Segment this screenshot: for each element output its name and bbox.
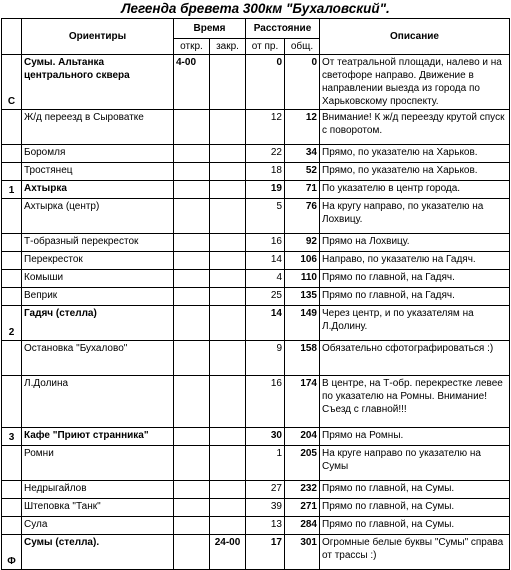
open-time: [174, 306, 210, 341]
distance-total: 76: [285, 199, 320, 234]
distance-total: 135: [285, 288, 320, 306]
landmark-name: Остановка "Бухалово": [22, 341, 174, 376]
header-landmarks: Ориентиры: [22, 19, 174, 55]
route-row: [2, 428, 510, 446]
close-time: [210, 517, 246, 535]
route-row: [2, 341, 510, 376]
checkpoint-marker: [2, 341, 22, 376]
close-time: [210, 252, 246, 270]
route-description: Огромные белые буквы "Сумы" справа от трассы :): [320, 535, 510, 570]
checkpoint-marker: [2, 446, 22, 481]
distance-total: 204: [285, 428, 320, 446]
route-row: [2, 376, 510, 428]
route-row: [2, 517, 510, 535]
close-time: 24-00: [210, 535, 246, 570]
close-time: [210, 288, 246, 306]
distance-from-prev: 16: [246, 376, 285, 428]
distance-from-prev: 17: [246, 535, 285, 570]
header-close: закр.: [210, 39, 246, 55]
open-time: [174, 481, 210, 499]
distance-from-prev: 14: [246, 306, 285, 341]
close-time: [210, 341, 246, 376]
route-row: [2, 306, 510, 341]
open-time: 4-00: [174, 55, 210, 110]
landmark-name: Сумы. Альтанка центрального сквера: [22, 55, 174, 110]
checkpoint-marker: [2, 234, 22, 252]
route-row: [2, 288, 510, 306]
page-title: Легенда бревета 300км "Бухаловский".: [121, 1, 390, 16]
route-description: Обязательно сфотографироваться :): [320, 341, 510, 376]
landmark-name: Комыши: [22, 270, 174, 288]
route-description: На круге направо по указателю на Сумы: [320, 446, 510, 481]
route-description: Прямо на Ромны.: [320, 428, 510, 446]
landmark-name: Гадяч (стелла): [22, 306, 174, 341]
header-from-prev: от пр.: [246, 39, 285, 55]
header-total: общ.: [285, 39, 320, 55]
landmark-name: Перекресток: [22, 252, 174, 270]
header-cp-cell: [2, 19, 22, 55]
distance-total: 149: [285, 306, 320, 341]
distance-total: 271: [285, 499, 320, 517]
close-time: [210, 145, 246, 163]
open-time: [174, 341, 210, 376]
header-description: Описание: [320, 19, 510, 55]
close-time: [210, 306, 246, 341]
distance-total: 301: [285, 535, 320, 570]
landmark-name: Боромля: [22, 145, 174, 163]
close-time: [210, 55, 246, 110]
route-description: Через центр, и по указателям на Л.Долину.: [320, 306, 510, 341]
route-row: [2, 481, 510, 499]
landmark-name: Л.Долина: [22, 376, 174, 428]
open-time: [174, 199, 210, 234]
header-distance: Расстояние: [246, 19, 320, 39]
landmark-name: Сула: [22, 517, 174, 535]
route-row: [2, 199, 510, 234]
checkpoint-marker: 2: [2, 306, 22, 341]
checkpoint-marker: 1: [2, 181, 22, 199]
distance-from-prev: 18: [246, 163, 285, 181]
distance-from-prev: 9: [246, 341, 285, 376]
distance-from-prev: 14: [246, 252, 285, 270]
landmark-name: Ахтырка: [22, 181, 174, 199]
open-time: [174, 163, 210, 181]
header-open: откр.: [174, 39, 210, 55]
distance-total: 71: [285, 181, 320, 199]
close-time: [210, 376, 246, 428]
route-description: Направо, по указателю на Гадяч.: [320, 252, 510, 270]
open-time: [174, 145, 210, 163]
distance-from-prev: 39: [246, 499, 285, 517]
close-time: [210, 163, 246, 181]
close-time: [210, 110, 246, 145]
landmark-name: Ахтырка (центр): [22, 199, 174, 234]
close-time: [210, 199, 246, 234]
close-time: [210, 234, 246, 252]
distance-total: 205: [285, 446, 320, 481]
distance-from-prev: 19: [246, 181, 285, 199]
route-row: [2, 270, 510, 288]
open-time: [174, 288, 210, 306]
route-row: [2, 499, 510, 517]
checkpoint-marker: [2, 163, 22, 181]
checkpoint-marker: [2, 145, 22, 163]
checkpoint-marker: [2, 376, 22, 428]
close-time: [210, 481, 246, 499]
route-description: Прямо по главной, на Сумы.: [320, 499, 510, 517]
checkpoint-marker: [2, 517, 22, 535]
route-description: В центре, на Т-обр. перекрестке левее по указателю на Ромны. Внимание! Съезд с главной!!!: [320, 376, 510, 428]
route-row: [2, 145, 510, 163]
checkpoint-marker: [2, 481, 22, 499]
distance-from-prev: 13: [246, 517, 285, 535]
distance-from-prev: 22: [246, 145, 285, 163]
close-time: [210, 428, 246, 446]
distance-total: 174: [285, 376, 320, 428]
route-row: [2, 446, 510, 481]
distance-from-prev: 30: [246, 428, 285, 446]
checkpoint-marker: [2, 270, 22, 288]
landmark-name: Сумы (стелла).: [22, 535, 174, 570]
route-description: Прямо, по указателю на Харьков.: [320, 145, 510, 163]
open-time: [174, 517, 210, 535]
distance-from-prev: 27: [246, 481, 285, 499]
distance-total: 232: [285, 481, 320, 499]
landmark-name: Тростянец: [22, 163, 174, 181]
open-time: [174, 446, 210, 481]
landmark-name: Т-образный перекресток: [22, 234, 174, 252]
distance-from-prev: 1: [246, 446, 285, 481]
landmark-name: Ромни: [22, 446, 174, 481]
distance-from-prev: 5: [246, 199, 285, 234]
route-description: По указателю в центр города.: [320, 181, 510, 199]
route-row: [2, 163, 510, 181]
landmark-name: Кафе "Приют странника": [22, 428, 174, 446]
distance-total: 12: [285, 110, 320, 145]
landmark-name: Ж/д переезд в Сыроватке: [22, 110, 174, 145]
header-time: Время: [174, 19, 246, 39]
distance-total: 92: [285, 234, 320, 252]
route-description: Прямо по главной, на Гадяч.: [320, 288, 510, 306]
checkpoint-marker: 3: [2, 428, 22, 446]
distance-from-prev: 0: [246, 55, 285, 110]
close-time: [210, 446, 246, 481]
route-legend-table: [1, 18, 510, 570]
route-description: На кругу направо, по указателю на Лохвицу.: [320, 199, 510, 234]
route-row: [2, 181, 510, 199]
close-time: [210, 270, 246, 288]
distance-total: 158: [285, 341, 320, 376]
distance-total: 106: [285, 252, 320, 270]
route-description: Прямо по главной, на Сумы.: [320, 481, 510, 499]
header-row: [2, 19, 510, 39]
route-row: [2, 252, 510, 270]
open-time: [174, 110, 210, 145]
route-description: Внимание! К ж/д переезду крутой спуск с поворотом.: [320, 110, 510, 145]
checkpoint-marker: Ф: [2, 535, 22, 570]
route-row: [2, 535, 510, 570]
distance-from-prev: 4: [246, 270, 285, 288]
open-time: [174, 270, 210, 288]
open-time: [174, 376, 210, 428]
route-row: [2, 110, 510, 145]
close-time: [210, 181, 246, 199]
distance-total: 110: [285, 270, 320, 288]
open-time: [174, 428, 210, 446]
route-description: От театральной площади, налево и на светофоре направо. Движение в направлении выезда из города по Харьковскому проспекту.: [320, 55, 510, 110]
open-time: [174, 499, 210, 517]
landmark-name: Недрыгайлов: [22, 481, 174, 499]
checkpoint-marker: С: [2, 55, 22, 110]
route-description: Прямо по главной, на Гадяч.: [320, 270, 510, 288]
checkpoint-marker: [2, 288, 22, 306]
checkpoint-marker: [2, 252, 22, 270]
landmark-name: Веприк: [22, 288, 174, 306]
open-time: [174, 252, 210, 270]
distance-from-prev: 25: [246, 288, 285, 306]
checkpoint-marker: [2, 110, 22, 145]
route-description: Прямо на Лохвицу.: [320, 234, 510, 252]
open-time: [174, 181, 210, 199]
route-row: [2, 234, 510, 252]
route-row: [2, 55, 510, 110]
distance-from-prev: 12: [246, 110, 285, 145]
open-time: [174, 234, 210, 252]
distance-from-prev: 16: [246, 234, 285, 252]
distance-total: 52: [285, 163, 320, 181]
checkpoint-marker: [2, 499, 22, 517]
route-description: Прямо по главной, на Сумы.: [320, 517, 510, 535]
checkpoint-marker: [2, 199, 22, 234]
close-time: [210, 499, 246, 517]
open-time: [174, 535, 210, 570]
distance-total: 34: [285, 145, 320, 163]
distance-total: 0: [285, 55, 320, 110]
route-description: Прямо, по указателю на Харьков.: [320, 163, 510, 181]
distance-total: 284: [285, 517, 320, 535]
landmark-name: Штеповка "Танк": [22, 499, 174, 517]
